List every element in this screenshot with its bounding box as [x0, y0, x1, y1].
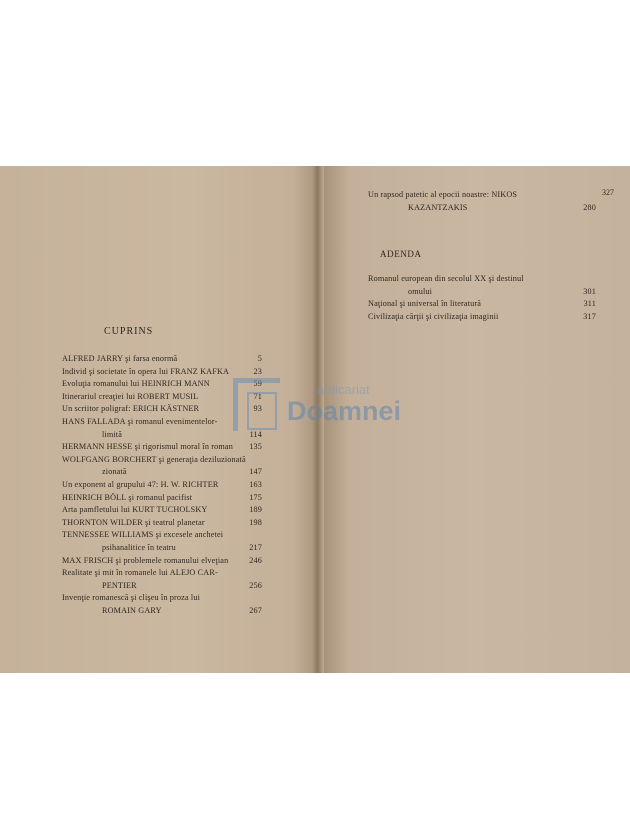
toc-entry [368, 202, 596, 215]
contents-list-left [62, 353, 262, 617]
toc-entry-title: ROMAIN GARY [102, 605, 162, 615]
addenda-list [368, 273, 596, 323]
toc-entry [62, 580, 262, 593]
toc-entry-title: Un exponent al grupului 47: H. W. RICHTER [62, 479, 219, 489]
toc-entry-title: HEINRICH BÖLL şi romanul pacifist [62, 492, 193, 502]
toc-entry-title: omului [408, 286, 433, 296]
toc-entry-page: 267 [249, 605, 262, 615]
toc-entry [368, 311, 596, 324]
toc-entry-title: HERMANN HESSE şi rigorismul moral în roman [62, 442, 233, 452]
toc-entry-title: Itinerariul creaţiei lui ROBERT MUSIL [62, 391, 199, 401]
toc-entry-title: Civilizaţia cărţii şi civilizaţia imaginii [368, 311, 499, 321]
toc-entry-title: PENTIER [102, 580, 137, 590]
toc-entry-title: Arta pamfletului lui KURT TUCHOLSKY [62, 505, 208, 515]
toc-entry-title: TENNESSEE WILLIAMS şi excesele anchetei [62, 530, 224, 540]
watermark-logo [233, 378, 413, 488]
contents-list-right-top [368, 189, 596, 214]
toc-entry-page: 5 [257, 354, 262, 363]
toc-entry [62, 517, 262, 530]
toc-entry-page: 175 [249, 492, 262, 502]
toc-entry-page: 163 [249, 479, 262, 489]
watermark-text-main: Doamnei [287, 396, 402, 426]
toc-entry [62, 466, 262, 479]
toc-entry-page: 135 [249, 442, 262, 452]
toc-entry [62, 353, 262, 366]
toc-entry-title: ALFRED JARRY şi farsa enormă [62, 354, 178, 363]
toc-entry-page: 301 [583, 286, 596, 296]
toc-entry-title: Realitate şi mit în romanele lui ALEJO CAR- [62, 568, 218, 578]
toc-entry-title: MAX FRISCH şi problemele romanului elveţian [62, 555, 229, 565]
toc-entry-page: 114 [249, 429, 262, 439]
toc-entry-page: 256 [249, 580, 262, 590]
watermark-books-icon [247, 392, 277, 430]
toc-entry [368, 189, 596, 202]
toc-entry-title: Naţional şi universal în literatură [368, 299, 482, 309]
toc-entry [368, 298, 596, 311]
toc-entry-title: zionată [102, 467, 127, 477]
toc-entry-title: Invenţie romanescă şi clişeu în proza lui [62, 593, 201, 603]
toc-entry [62, 542, 262, 555]
toc-entry-title: Un rapsod patetic al epocii noastre: NIKOS [368, 190, 518, 199]
toc-entry [62, 429, 262, 442]
toc-entry-page: 23 [253, 366, 262, 376]
toc-entry-title: psihanalitice în teatru [102, 542, 176, 552]
toc-entry-page: 217 [249, 542, 262, 552]
watermark-text-top: anticariat [317, 382, 370, 397]
toc-entry [62, 492, 262, 505]
toc-entry [62, 454, 262, 467]
toc-entry-page: 198 [249, 517, 262, 527]
addenda-heading: ADENDA [380, 249, 422, 259]
toc-entry [62, 441, 262, 454]
toc-entry [62, 567, 262, 580]
toc-entry-page: 317 [583, 311, 596, 321]
toc-entry-page: 189 [249, 505, 262, 515]
toc-entry-title: Individ şi societate în opera lui FRANZ KAFKA [62, 366, 230, 376]
toc-entry-page: 93 [253, 404, 262, 414]
toc-entry-title: WOLFGANG BORCHERT şi generaţia deziluzionată [62, 454, 246, 464]
toc-entry [368, 286, 596, 299]
page-number: 327 [602, 188, 614, 197]
toc-entry-title: KAZANTZAKIS [408, 202, 468, 212]
toc-entry-page: 311 [583, 299, 596, 309]
book-photo [0, 166, 630, 673]
toc-entry [368, 273, 596, 286]
toc-entry [62, 416, 262, 429]
toc-entry-title: Un scriitor poligraf: ERICH KÄSTNER [62, 404, 200, 414]
toc-entry [62, 479, 262, 492]
toc-entry [62, 391, 262, 404]
toc-entry-page: 280 [583, 202, 596, 212]
toc-entry [62, 378, 262, 391]
toc-entry-page: 246 [249, 555, 262, 565]
toc-entry [62, 592, 262, 605]
toc-entry [62, 605, 262, 618]
contents-heading: CUPRINS [104, 326, 154, 337]
toc-entry-title: Evoluţia romanului lui HEINRICH MANN [62, 379, 210, 389]
toc-entry [62, 555, 262, 568]
toc-entry-page: 147 [249, 467, 262, 477]
toc-entry [62, 504, 262, 517]
toc-entry [62, 529, 262, 542]
toc-entry-title: THORNTON WILDER şi teatrul planetar [62, 517, 205, 527]
toc-entry-title: limită [102, 429, 123, 439]
toc-entry [62, 403, 262, 416]
toc-entry-title: HANS FALLADA şi romanul evenimentelor- [62, 416, 218, 426]
toc-entry-title: Romanul european din secolul XX şi destinul [368, 274, 524, 283]
toc-entry [62, 366, 262, 379]
toc-entry-page: 59 [253, 379, 262, 389]
toc-entry-page: 71 [253, 391, 262, 401]
